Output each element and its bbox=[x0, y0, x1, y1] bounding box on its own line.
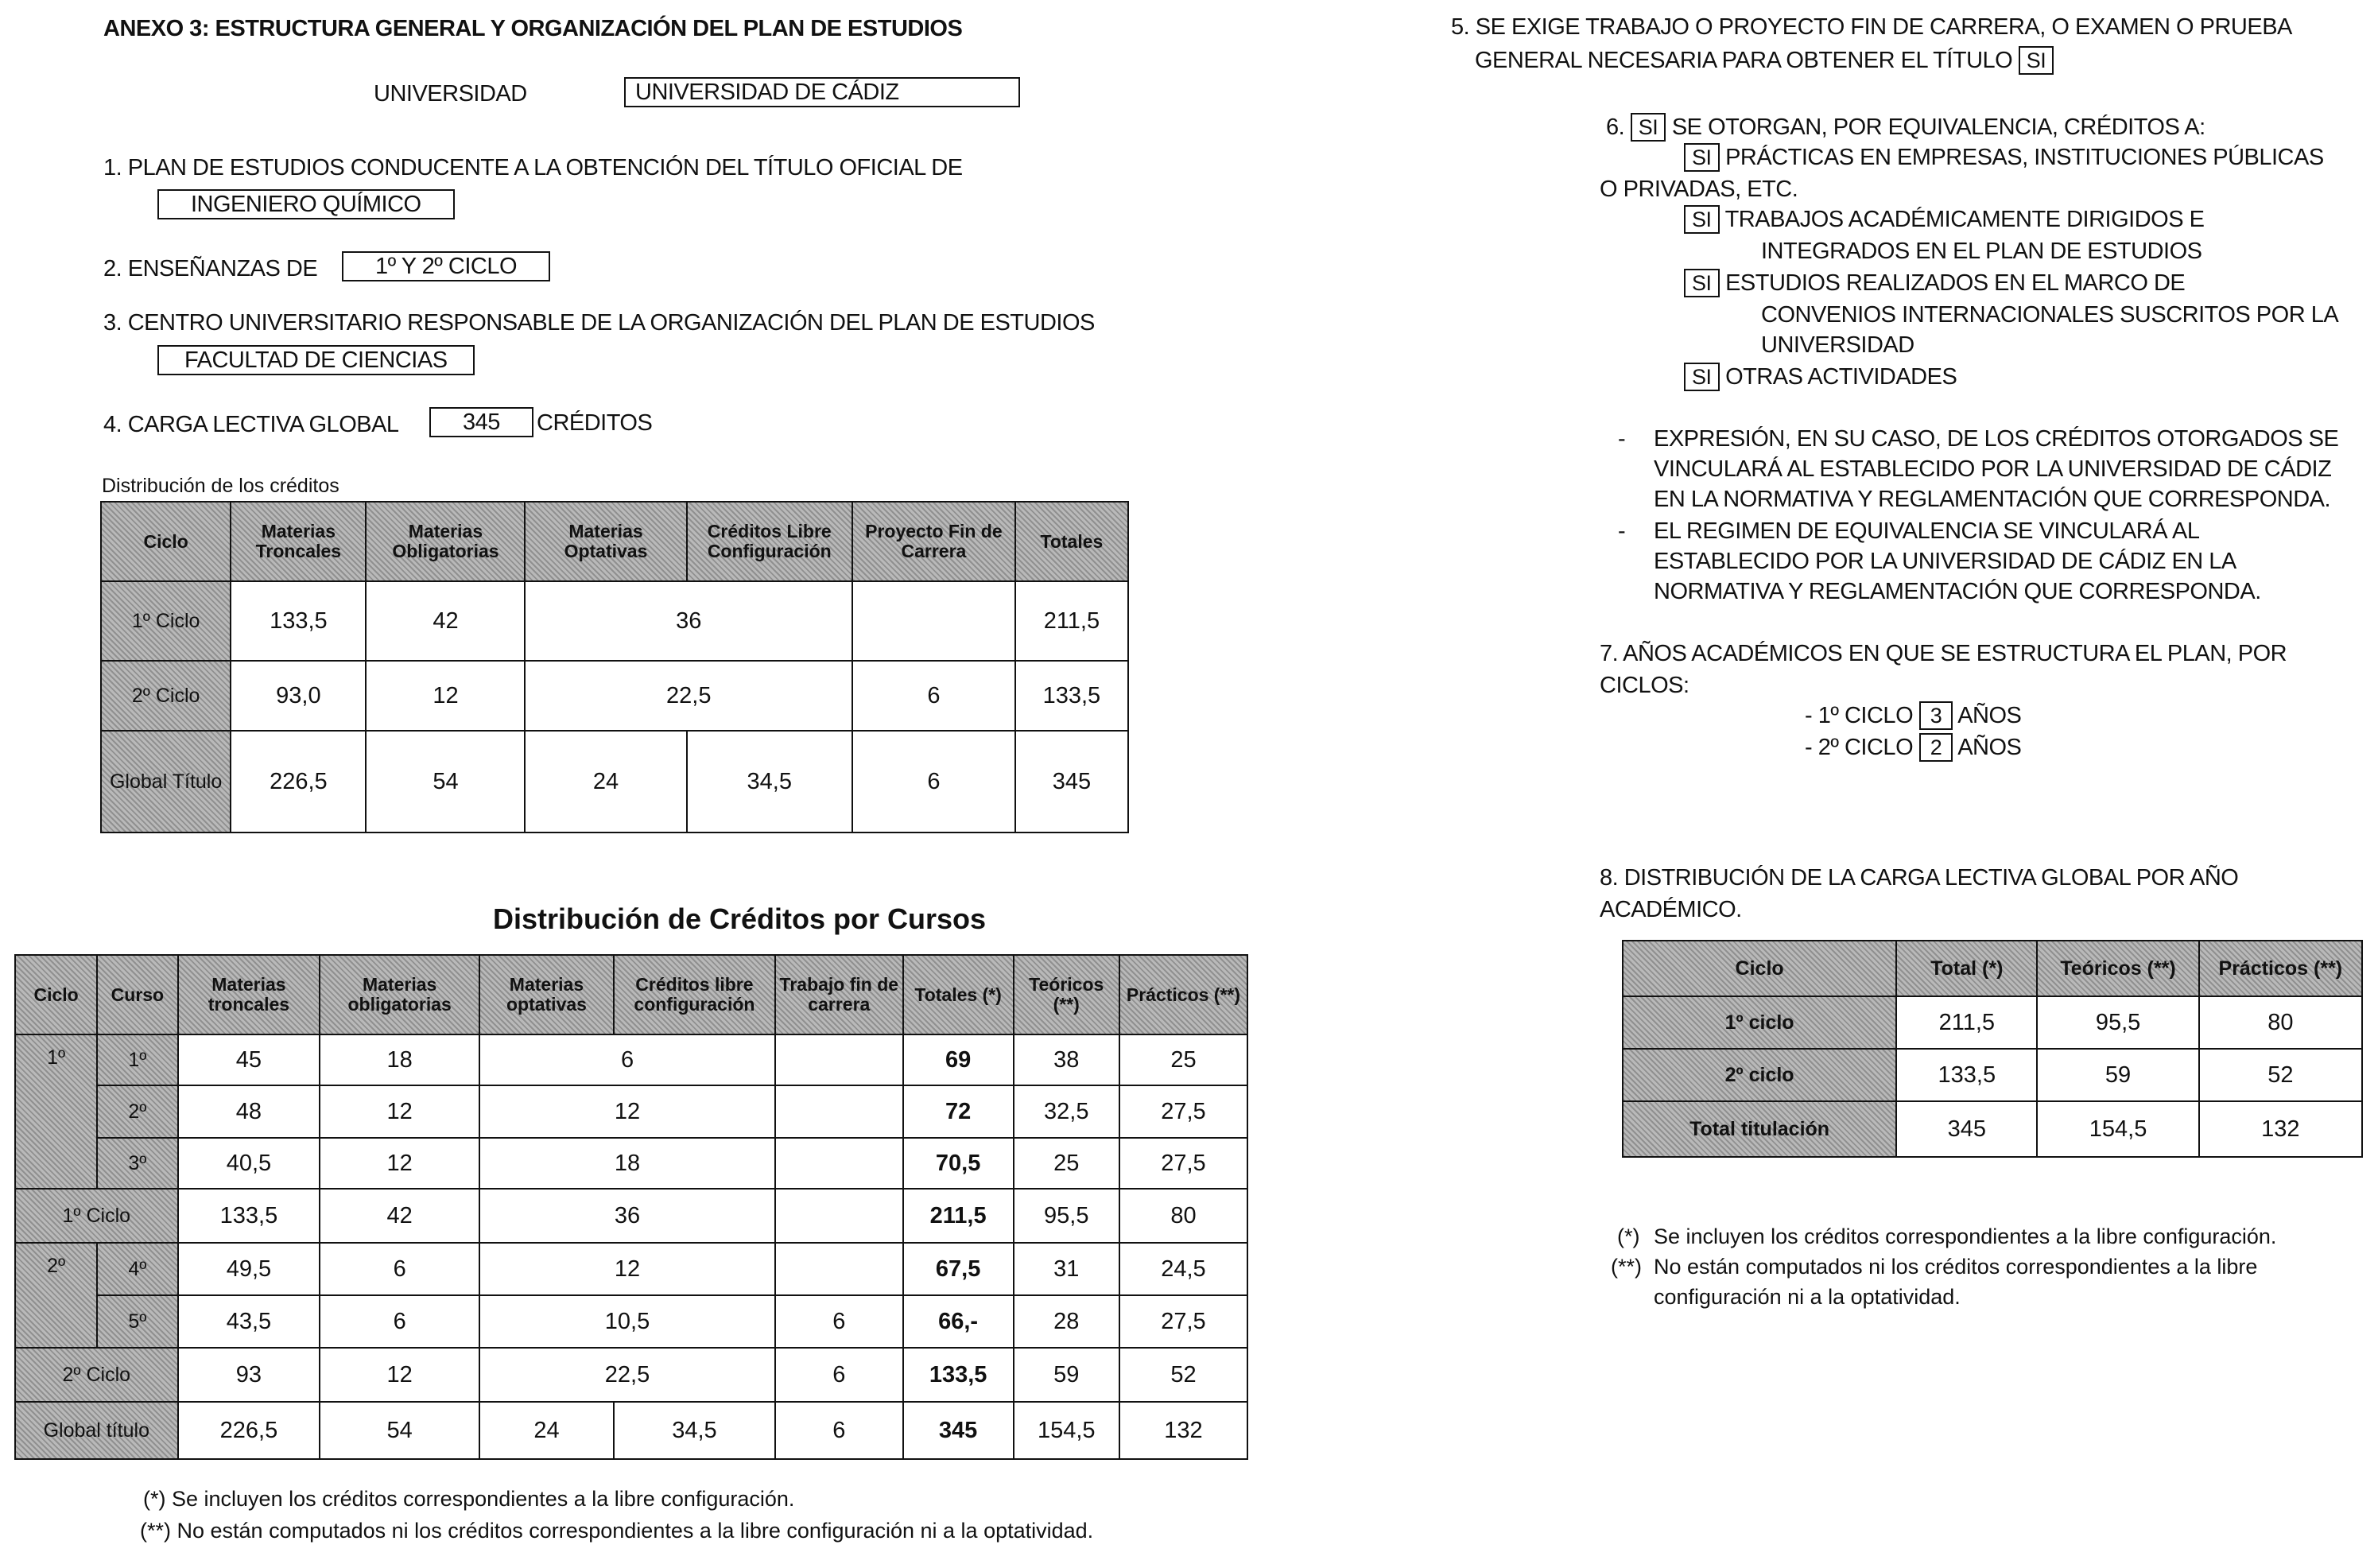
bullet-dash-2: - bbox=[1618, 518, 1626, 544]
cell: 12 bbox=[320, 1348, 479, 1402]
cell: 27,5 bbox=[1119, 1295, 1247, 1348]
q6-text: SE OTORGAN, POR EQUIVALENCIA, CRÉDITOS A: bbox=[1671, 114, 2205, 140]
table-row bbox=[15, 1085, 1247, 1138]
cell: 67,5 bbox=[903, 1243, 1014, 1295]
cell: 12 bbox=[479, 1085, 775, 1138]
cell: 18 bbox=[320, 1034, 479, 1085]
cell: 22,5 bbox=[479, 1348, 775, 1402]
cell: 6 bbox=[852, 661, 1015, 731]
cell: 211,5 bbox=[1015, 581, 1128, 661]
cell: 6 bbox=[320, 1295, 479, 1348]
table2-title: Distribución de Créditos por Cursos bbox=[493, 902, 987, 935]
cell bbox=[775, 1189, 903, 1243]
q3-value: FACULTAD DE CIENCIAS bbox=[157, 345, 475, 375]
cell: 154,5 bbox=[2037, 1101, 2198, 1157]
cell: 95,5 bbox=[2037, 996, 2198, 1049]
cell: 132 bbox=[2199, 1101, 2362, 1157]
q4-text: 4. CARGA LECTIVA GLOBAL bbox=[103, 412, 399, 437]
row-label-2-ciclo: 2º ciclo bbox=[1623, 1049, 1896, 1101]
cell: 12 bbox=[366, 661, 525, 731]
q2-field bbox=[342, 251, 550, 281]
table-row bbox=[15, 1295, 1247, 1348]
cell: 59 bbox=[2037, 1049, 2198, 1101]
cell: 345 bbox=[903, 1402, 1014, 1459]
q6-si-box: SI bbox=[1631, 113, 1666, 142]
header-ciclo: Ciclo bbox=[1623, 941, 1896, 996]
q5-si-box: SI bbox=[2019, 46, 2054, 75]
bullet-dash-1: - bbox=[1618, 426, 1626, 452]
cell: 133,5 bbox=[1015, 661, 1128, 731]
cell: 24,5 bbox=[1119, 1243, 1247, 1295]
cell: 52 bbox=[2199, 1049, 2362, 1101]
cell: 22,5 bbox=[525, 661, 852, 731]
cell: 25 bbox=[1014, 1138, 1119, 1189]
cell: 12 bbox=[320, 1085, 479, 1138]
cell: 24 bbox=[479, 1402, 614, 1459]
header-libre: Créditos libre configuración bbox=[614, 955, 775, 1034]
table-row bbox=[15, 1138, 1247, 1189]
cell: 43,5 bbox=[178, 1295, 320, 1348]
table-row bbox=[1623, 1049, 2362, 1101]
curso-label: 5º bbox=[97, 1295, 177, 1348]
row-label-2-ciclo: 2º Ciclo bbox=[101, 661, 231, 731]
cell bbox=[775, 1085, 903, 1138]
q7-c1-label: - 1º CICLO bbox=[1805, 703, 1914, 728]
cell: 54 bbox=[320, 1402, 479, 1459]
q4-unit: CRÉDITOS bbox=[537, 410, 653, 436]
q7-c1-unit: AÑOS bbox=[1957, 703, 2022, 728]
header-libre: Créditos Libre Configuración bbox=[687, 502, 852, 581]
header-ciclo: Ciclo bbox=[15, 955, 97, 1034]
q6-a-si-box: SI bbox=[1684, 143, 1720, 172]
curso-label: 1º bbox=[97, 1034, 177, 1085]
cell: 48 bbox=[178, 1085, 320, 1138]
cell: 18 bbox=[479, 1138, 775, 1189]
table-header-row bbox=[101, 502, 1128, 581]
table-row bbox=[101, 581, 1128, 661]
q6-a-text: PRÁCTICAS EN EMPRESAS, INSTITUCIONES PÚBLICAS bbox=[1725, 145, 2324, 170]
q6-option-b bbox=[1684, 205, 2204, 234]
table-row bbox=[1623, 1101, 2362, 1157]
table-row bbox=[15, 1189, 1247, 1243]
q1-text: 1. PLAN DE ESTUDIOS CONDUCENTE A LA OBTENCIÓN DEL TÍTULO OFICIAL DE bbox=[103, 155, 963, 180]
university-value: UNIVERSIDAD DE CÁDIZ bbox=[624, 77, 1020, 107]
row-label-total: Total titulación bbox=[1623, 1101, 1896, 1157]
header-obligatorias: Materias Obligatorias bbox=[366, 502, 525, 581]
cell: 69 bbox=[903, 1034, 1014, 1085]
cell: 12 bbox=[479, 1243, 775, 1295]
q8-line2: ACADÉMICO. bbox=[1600, 897, 1742, 922]
header-optativas: Materias optativas bbox=[479, 955, 614, 1034]
cell: 132 bbox=[1119, 1402, 1247, 1459]
row-label-1-ciclo: 1º ciclo bbox=[1623, 996, 1896, 1049]
table-header-row bbox=[1623, 941, 2362, 996]
table-row bbox=[15, 1402, 1247, 1459]
header-ciclo: Ciclo bbox=[101, 502, 231, 581]
right-footnote-1-text: Se incluyen los créditos correspondientes a la libre configuración. bbox=[1654, 1225, 2277, 1248]
cell: 24 bbox=[525, 731, 686, 833]
q7-ciclo2 bbox=[1805, 733, 2021, 762]
credits-by-course-table bbox=[14, 954, 1248, 1460]
cell bbox=[775, 1034, 903, 1085]
table-row bbox=[101, 731, 1128, 833]
q6-c-text-2: CONVENIOS INTERNACIONALES SUSCRITOS POR LA bbox=[1761, 302, 2339, 328]
load-by-year-table bbox=[1622, 940, 2363, 1158]
right-footnote-2-text1: No están computados ni los créditos correspondientes a la libre bbox=[1654, 1255, 2258, 1279]
q7-c2-unit: AÑOS bbox=[1957, 735, 2022, 760]
cell: 31 bbox=[1014, 1243, 1119, 1295]
q4-value: 345 bbox=[429, 407, 533, 437]
cell: 345 bbox=[1015, 731, 1128, 833]
annex-title: ANEXO 3: ESTRUCTURA GENERAL Y ORGANIZACIÓN DEL PLAN DE ESTUDIOS bbox=[103, 16, 963, 41]
cell: 226,5 bbox=[178, 1402, 320, 1459]
header-curso: Curso bbox=[97, 955, 177, 1034]
distribution-caption: Distribución de los créditos bbox=[102, 475, 339, 497]
right-footnote-2-text2: configuración ni a la optatividad. bbox=[1654, 1285, 1961, 1309]
row-label-global: Global Título bbox=[101, 731, 231, 833]
header-obligatorias: Materias obligatorias bbox=[320, 955, 479, 1034]
bullet2-line3: NORMATIVA Y REGLAMENTACIÓN QUE CORRESPONDA. bbox=[1654, 579, 2261, 604]
cell: 36 bbox=[479, 1189, 775, 1243]
cell: 211,5 bbox=[1896, 996, 2037, 1049]
cell: 95,5 bbox=[1014, 1189, 1119, 1243]
cell: 6 bbox=[775, 1402, 903, 1459]
ciclo-1-label: 1º bbox=[15, 1034, 97, 1189]
curso-label: 3º bbox=[97, 1138, 177, 1189]
cell: 70,5 bbox=[903, 1138, 1014, 1189]
header-trabajo: Trabajo fin de carrera bbox=[775, 955, 903, 1034]
cell: 25 bbox=[1119, 1034, 1247, 1085]
header-troncales: Materias troncales bbox=[178, 955, 320, 1034]
q5-line2 bbox=[1475, 46, 2054, 75]
subtotal-2-ciclo-label: 2º Ciclo bbox=[15, 1348, 178, 1402]
header-teoricos: Teóricos (**) bbox=[2037, 941, 2198, 996]
bullet1-line3: EN LA NORMATIVA Y REGLAMENTACIÓN QUE CORRESPONDA. bbox=[1654, 487, 2331, 512]
q5-text: GENERAL NECESARIA PARA OBTENER EL TÍTULO bbox=[1475, 48, 2013, 73]
q2-value: 1º Y 2º CICLO bbox=[342, 251, 550, 281]
cell bbox=[852, 581, 1015, 661]
cell: 49,5 bbox=[178, 1243, 320, 1295]
q6-a-text-2: O PRIVADAS, ETC. bbox=[1600, 177, 1798, 202]
q7-line1: 7. AÑOS ACADÉMICOS EN QUE SE ESTRUCTURA EL PLAN, POR bbox=[1600, 641, 2287, 666]
university-field bbox=[624, 77, 1020, 107]
cell: 42 bbox=[366, 581, 525, 661]
q6-d-si-box: SI bbox=[1684, 363, 1720, 391]
q6-prefix: 6. bbox=[1606, 114, 1625, 140]
cell: 10,5 bbox=[479, 1295, 775, 1348]
q5-line1: 5. SE EXIGE TRABAJO O PROYECTO FIN DE CARRERA, O EXAMEN O PRUEBA bbox=[1451, 14, 2292, 40]
header-proyecto: Proyecto Fin de Carrera bbox=[852, 502, 1015, 581]
cell: 45 bbox=[178, 1034, 320, 1085]
q1-field bbox=[157, 189, 455, 219]
table-row bbox=[15, 1348, 1247, 1402]
cell: 93,0 bbox=[231, 661, 366, 731]
cell: 93 bbox=[178, 1348, 320, 1402]
cell: 6 bbox=[479, 1034, 775, 1085]
cell: 40,5 bbox=[178, 1138, 320, 1189]
bullet2-line2: ESTABLECIDO POR LA UNIVERSIDAD DE CÁDIZ EN LA bbox=[1654, 549, 2236, 574]
cell: 133,5 bbox=[178, 1189, 320, 1243]
cell: 34,5 bbox=[687, 731, 852, 833]
cell bbox=[775, 1138, 903, 1189]
university-label: UNIVERSIDAD bbox=[374, 81, 527, 107]
q6-d-text: OTRAS ACTIVIDADES bbox=[1725, 364, 1957, 390]
cell: 72 bbox=[903, 1085, 1014, 1138]
q6-b-text-2: INTEGRADOS EN EL PLAN DE ESTUDIOS bbox=[1761, 239, 2202, 264]
row-label-1-ciclo: 1º Ciclo bbox=[101, 581, 231, 661]
cell: 66,- bbox=[903, 1295, 1014, 1348]
cell: 27,5 bbox=[1119, 1138, 1247, 1189]
cell: 54 bbox=[366, 731, 525, 833]
q6-b-text: TRABAJOS ACADÉMICAMENTE DIRIGIDOS E bbox=[1724, 207, 2205, 232]
cell: 36 bbox=[525, 581, 852, 661]
header-practicos: Prácticos (**) bbox=[1119, 955, 1247, 1034]
header-total: Total (*) bbox=[1896, 941, 2037, 996]
q6-option-a bbox=[1684, 143, 2324, 172]
curso-label: 4º bbox=[97, 1243, 177, 1295]
header-optativas: Materias Optativas bbox=[525, 502, 686, 581]
cell: 80 bbox=[2199, 996, 2362, 1049]
q7-line2: CICLOS: bbox=[1600, 673, 1689, 698]
bullet2-line1: EL REGIMEN DE EQUIVALENCIA SE VINCULARÁ AL bbox=[1654, 518, 2200, 544]
table-row bbox=[15, 1243, 1247, 1295]
q4-field bbox=[429, 407, 533, 437]
cell: 38 bbox=[1014, 1034, 1119, 1085]
cell: 133,5 bbox=[903, 1348, 1014, 1402]
table-row bbox=[101, 661, 1128, 731]
q7-c2-label: - 2º CICLO bbox=[1805, 735, 1914, 760]
table-row bbox=[15, 1034, 1247, 1085]
ciclo-2-label: 2º bbox=[15, 1243, 97, 1348]
q6-option-c bbox=[1684, 269, 2185, 297]
q7-ciclo1 bbox=[1805, 701, 2021, 730]
table-row bbox=[1623, 996, 2362, 1049]
cell: 154,5 bbox=[1014, 1402, 1119, 1459]
global-titulo-label: Global título bbox=[15, 1402, 178, 1459]
right-footnote-2-mark: (**) bbox=[1611, 1255, 1642, 1279]
cell: 28 bbox=[1014, 1295, 1119, 1348]
cell: 133,5 bbox=[231, 581, 366, 661]
q3-text: 3. CENTRO UNIVERSITARIO RESPONSABLE DE LA ORGANIZACIÓN DEL PLAN DE ESTUDIOS bbox=[103, 310, 1095, 336]
cell: 211,5 bbox=[903, 1189, 1014, 1243]
cell: 80 bbox=[1119, 1189, 1247, 1243]
q6-line bbox=[1606, 113, 2205, 142]
q6-b-si-box: SI bbox=[1684, 205, 1720, 234]
cell: 34,5 bbox=[614, 1402, 775, 1459]
q6-c-text-3: UNIVERSIDAD bbox=[1761, 332, 1914, 358]
cell: 226,5 bbox=[231, 731, 366, 833]
q6-c-si-box: SI bbox=[1684, 269, 1720, 297]
q7-c2-value: 2 bbox=[1919, 733, 1953, 762]
header-practicos: Prácticos (**) bbox=[2199, 941, 2362, 996]
q1-value: INGENIERO QUÍMICO bbox=[157, 189, 455, 219]
cell: 345 bbox=[1896, 1101, 2037, 1157]
cell: 6 bbox=[852, 731, 1015, 833]
cell: 52 bbox=[1119, 1348, 1247, 1402]
cell: 6 bbox=[775, 1348, 903, 1402]
subtotal-1-ciclo-label: 1º Ciclo bbox=[15, 1189, 178, 1243]
credits-distribution-table bbox=[100, 501, 1129, 833]
header-totales: Totales (*) bbox=[903, 955, 1014, 1034]
bullet1-line1: EXPRESIÓN, EN SU CASO, DE LOS CRÉDITOS OTORGADOS SE bbox=[1654, 426, 2339, 452]
cell: 6 bbox=[775, 1295, 903, 1348]
q7-c1-value: 3 bbox=[1919, 701, 1953, 730]
cell: 6 bbox=[320, 1243, 479, 1295]
cell: 59 bbox=[1014, 1348, 1119, 1402]
header-troncales: Materias Troncales bbox=[231, 502, 366, 581]
q8-line1: 8. DISTRIBUCIÓN DE LA CARGA LECTIVA GLOBAL POR AÑO bbox=[1600, 865, 2239, 891]
right-footnote-1-mark: (*) bbox=[1617, 1225, 1640, 1248]
cell: 42 bbox=[320, 1189, 479, 1243]
footnote-2: (**) No están computados ni los créditos correspondientes a la libre configuración ni a la optatividad. bbox=[140, 1519, 1094, 1543]
footnote-1: (*) Se incluyen los créditos correspondientes a la libre configuración. bbox=[143, 1487, 795, 1511]
table-header-row bbox=[15, 955, 1247, 1034]
curso-label: 2º bbox=[97, 1085, 177, 1138]
q2-text: 2. ENSEÑANZAS DE bbox=[103, 256, 318, 281]
q3-field bbox=[157, 345, 475, 375]
header-totales: Totales bbox=[1015, 502, 1128, 581]
cell bbox=[775, 1243, 903, 1295]
cell: 133,5 bbox=[1896, 1049, 2037, 1101]
q6-c-text: ESTUDIOS REALIZADOS EN EL MARCO DE bbox=[1725, 270, 2186, 296]
bullet1-line2: VINCULARÁ AL ESTABLECIDO POR LA UNIVERSIDAD DE CÁDIZ bbox=[1654, 456, 2332, 482]
cell: 32,5 bbox=[1014, 1085, 1119, 1138]
header-teoricos: Teóricos (**) bbox=[1014, 955, 1119, 1034]
cell: 27,5 bbox=[1119, 1085, 1247, 1138]
q6-option-d bbox=[1684, 363, 1957, 391]
cell: 12 bbox=[320, 1138, 479, 1189]
